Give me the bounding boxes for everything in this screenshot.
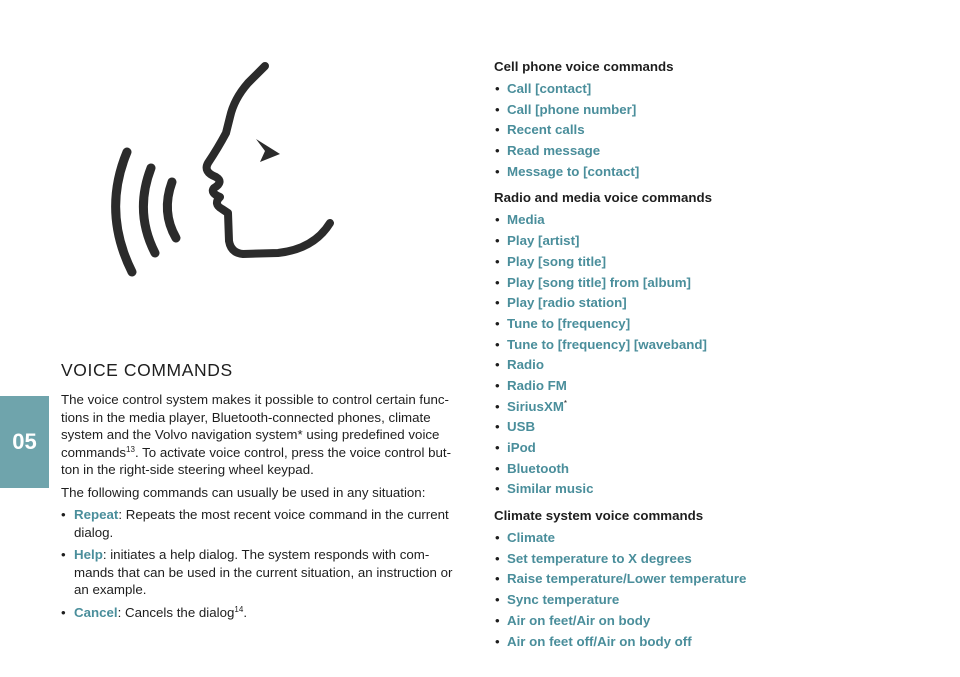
cell-phone-command-list <box>494 79 914 182</box>
list-item: • SiriusXM* <box>494 397 914 418</box>
section-heading: Radio and media voice commands <box>494 190 712 206</box>
list-item: • iPod <box>494 438 914 459</box>
list-item: • Cancel: Cancels the dialog$^{14}$. <box>61 604 466 622</box>
voice-command-head-icon <box>100 55 345 285</box>
page-title: VOICE COMMANDS <box>61 360 233 380</box>
list-item: • Call [contact] <box>494 79 914 100</box>
sound-wave-middle <box>143 168 155 253</box>
command-repeat: Repeat <box>74 507 119 522</box>
list-item: • USB <box>494 417 914 438</box>
list-item: • Repeat: Repeats the most recent voice command in the current dialog. <box>61 506 466 541</box>
list-item: • Radio FM <box>494 376 914 397</box>
list-item: • Help: initiates a help dialog. The system responds with com-mands that can be used in the current situation, an instruction or an example. <box>61 546 466 599</box>
list-item: • Play [artist] <box>494 231 914 252</box>
command-help: Help <box>74 547 103 562</box>
climate-command-list <box>494 528 914 652</box>
right-column <box>494 58 914 652</box>
section-heading: Climate system voice commands <box>494 508 704 524</box>
list-item: • Sync temperature <box>494 590 914 611</box>
left-column <box>61 360 466 626</box>
sound-wave-outer <box>116 152 132 272</box>
eye-mark <box>256 139 280 162</box>
list-item: • Read message <box>494 141 914 162</box>
list-item: • Play [song title] <box>494 252 914 273</box>
list-item: • Message to [contact] <box>494 162 914 183</box>
head-profile <box>207 66 330 254</box>
option-mark: * <box>563 398 568 408</box>
section-heading: Cell phone voice commands <box>494 59 674 74</box>
list-item: • Set temperature to X degrees <box>494 549 914 570</box>
command-cancel: Cancel <box>74 604 118 620</box>
footnote-ref: 13 <box>126 444 135 454</box>
chapter-number: 05 <box>12 429 37 454</box>
list-item: • Tune to [frequency] [waveband] <box>494 335 914 356</box>
list-item: • Raise temperature/Lower temperature <box>494 569 914 590</box>
list-item: • Play [song title] from [album] <box>494 273 914 294</box>
list-item: • Climate <box>494 528 914 549</box>
list-item: • Bluetooth <box>494 459 914 480</box>
list-item: • Call [phone number] <box>494 100 914 121</box>
list-item: • Similar music <box>494 479 914 500</box>
intro-paragraph: The voice control system makes it possible to control certain func-tions in the media player, Bluetooth-connected phones, climate system and the Volvo navigation system* using predefined voice commands$^{13}$. To activate voice control, press the voice control but-ton in the right-side steering wheel keypad. <box>61 392 452 477</box>
list-item: • Media <box>494 210 914 231</box>
list-item: • Air on feet/Air on body <box>494 611 914 632</box>
list-item: • Tune to [frequency] <box>494 314 914 335</box>
list-item: • Radio <box>494 355 914 376</box>
chapter-tab <box>0 396 49 488</box>
lead-paragraph: The following commands can usually be used in any situation: <box>61 484 426 500</box>
list-item: • Air on feet off/Air on body off <box>494 632 914 653</box>
sound-wave-inner <box>167 182 176 238</box>
general-command-list <box>61 506 466 621</box>
radio-media-command-list <box>494 210 914 500</box>
footnote-ref: 14 <box>234 604 244 614</box>
list-item: • Recent calls <box>494 120 914 141</box>
list-item: • Play [radio station] <box>494 293 914 314</box>
